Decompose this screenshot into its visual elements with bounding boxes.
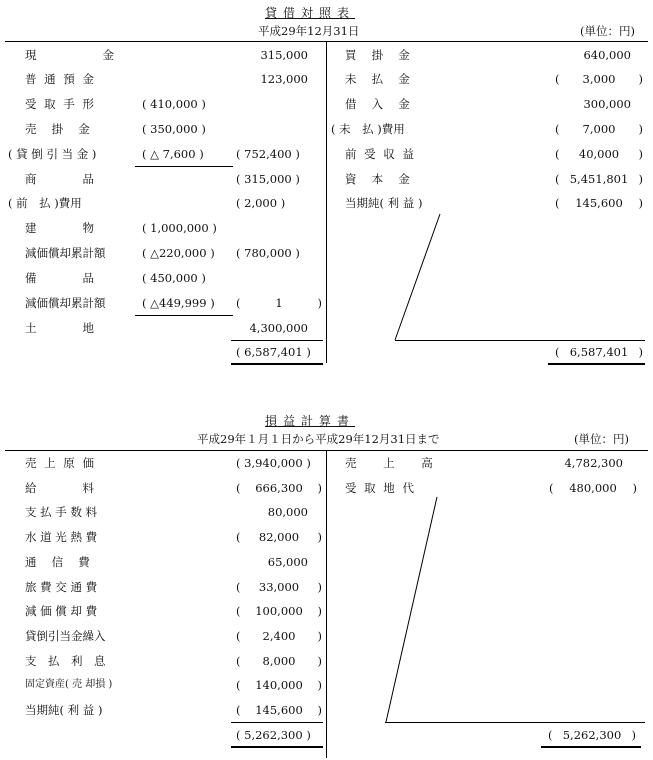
bs-right-label-1: 未 払 金 <box>345 72 410 86</box>
pl-left-total: ( 5,262,300 ) <box>236 728 311 742</box>
pl-left-value-4: 65,000 <box>267 555 308 569</box>
bs-left-inner-10: ( △449,999 ) <box>142 296 215 310</box>
bs-right-value-1: ( 3,000 ) <box>555 72 643 86</box>
pl-left-label-2: 支 払 手 数 料 <box>25 505 98 519</box>
bs-right-label-5: 資 本 金 <box>345 172 410 186</box>
pl-left-label-7: 貸倒引当金繰入 <box>25 629 106 643</box>
bs-left-label-4: ( 貸 倒 引 当 金 ) <box>8 147 97 161</box>
pl-right-value-1: ( 480,000 ) <box>549 481 637 495</box>
bs-right-value-4: ( 40,000 ) <box>555 147 643 161</box>
bs-left-label-11: 土 地 <box>25 321 94 335</box>
bs-date: 平成29年12月31日 <box>258 24 360 38</box>
pl-left-label-0: 売 上 原 価 <box>25 456 96 470</box>
bs-left-value-1: 123,000 <box>260 72 308 86</box>
bs-right-value-0: 640,000 <box>583 48 631 62</box>
bs-left-value-11: 4,300,000 <box>249 321 308 335</box>
bs-right-value-5: ( 5,451,801 ) <box>555 172 643 186</box>
bs-left-label-5: 商 品 <box>25 172 94 186</box>
bs-left-inner-8: ( △220,000 ) <box>142 246 215 260</box>
pl-left-value-5: ( 33,000 ) <box>236 580 322 594</box>
pl-left-label-3: 水 道 光 熱 費 <box>25 530 98 544</box>
bs-left-label-7: 建 物 <box>25 221 94 235</box>
bs-left-label-1: 普 通 預 金 <box>25 72 96 86</box>
bs-left-value-4: ( 752,400 ) <box>236 147 300 161</box>
bs-left-inner-7: ( 1,000,000 ) <box>142 221 217 235</box>
bs-left-total: ( 6,587,401 ) <box>236 345 311 359</box>
bs-right-value-3: ( 7,000 ) <box>555 122 643 136</box>
pl-left-label-1: 給 料 <box>25 481 94 495</box>
bs-blank-diagonal <box>395 214 440 340</box>
bs-left-label-2: 受 取 手 形 <box>25 97 96 111</box>
bs-right-total: ( 6,587,401 ) <box>555 345 643 359</box>
pl-blank-diagonal <box>386 497 437 722</box>
pl-left-value-1: ( 666,300 ) <box>236 481 322 495</box>
bs-title: 貸借対照表 <box>265 6 356 20</box>
pl-left-value-3: ( 82,000 ) <box>236 530 322 544</box>
pl-left-label-4: 通 信 費 <box>25 555 90 569</box>
bs-left-label-9: 備 品 <box>25 271 94 285</box>
pl-right-label-0: 売 上 高 <box>345 456 433 470</box>
bs-left-label-10: 減価償却累計額 <box>25 296 106 310</box>
pl-left-value-2: 80,000 <box>267 505 308 519</box>
pl-left-label-5: 旅 費 交 通 費 <box>25 580 98 594</box>
pl-left-value-9: ( 140,000 ) <box>236 678 322 692</box>
pl-right-value-0: 4,782,300 <box>564 456 623 470</box>
bs-right-label-6: 当期純( 利 益 ) <box>345 196 423 210</box>
bs-right-label-0: 買 掛 金 <box>345 48 410 62</box>
pl-left-label-6: 減 価 償 却 費 <box>25 604 98 618</box>
pl-right-label-1: 受 取 地 代 <box>345 481 416 495</box>
pl-left-value-10: ( 145,600 ) <box>236 703 322 717</box>
bs-left-inner-3: ( 350,000 ) <box>142 122 206 136</box>
pl-left-value-0: ( 3,940,000 ) <box>236 456 311 470</box>
pl-left-value-8: ( 8,000 ) <box>236 654 322 668</box>
pl-title: 損益計算書 <box>265 414 356 428</box>
bs-unit: (単位：円) <box>580 24 635 38</box>
bs-left-label-8: 減価償却累計額 <box>25 246 106 260</box>
bs-left-value-8: ( 780,000 ) <box>236 246 300 260</box>
pl-unit: (単位：円) <box>574 432 629 446</box>
bs-left-label-3: 売 掛 金 <box>25 122 90 136</box>
bs-left-value-0: 315,000 <box>260 48 308 62</box>
bs-left-value-6: ( 2,000 ) <box>236 196 286 210</box>
pl-left-label-8: 支 払 利 息 <box>25 654 106 668</box>
pl-left-label-9: 固定資産( 売 却損 ) <box>25 679 113 690</box>
pl-left-value-7: ( 2,400 ) <box>236 629 322 643</box>
bs-left-value-5: ( 315,000 ) <box>236 172 300 186</box>
bs-left-value-10: ( 1 ) <box>236 296 322 310</box>
bs-right-value-6: ( 145,600 ) <box>555 196 643 210</box>
pl-left-value-6: ( 100,000 ) <box>236 604 322 618</box>
bs-left-label-6: ( 前 払 )費用 <box>8 196 82 210</box>
pl-left-label-10: 当期純( 利 益 ) <box>25 703 103 717</box>
bs-right-label-4: 前 受 収 益 <box>345 147 416 161</box>
pl-period: 平成29年１月１日から平成29年12月31日まで <box>197 432 440 446</box>
bs-left-inner-9: ( 450,000 ) <box>142 271 206 285</box>
bs-right-value-2: 300,000 <box>583 97 631 111</box>
bs-left-inner-4: ( △ 7,600 ) <box>142 147 204 161</box>
bs-left-label-0: 現 金 <box>25 48 118 62</box>
bs-left-inner-2: ( 410,000 ) <box>142 97 206 111</box>
pl-right-total: ( 5,262,300 ) <box>548 728 636 742</box>
bs-right-label-2: 借 入 金 <box>345 97 410 111</box>
bs-right-label-3: ( 未 払 )費用 <box>331 122 405 136</box>
